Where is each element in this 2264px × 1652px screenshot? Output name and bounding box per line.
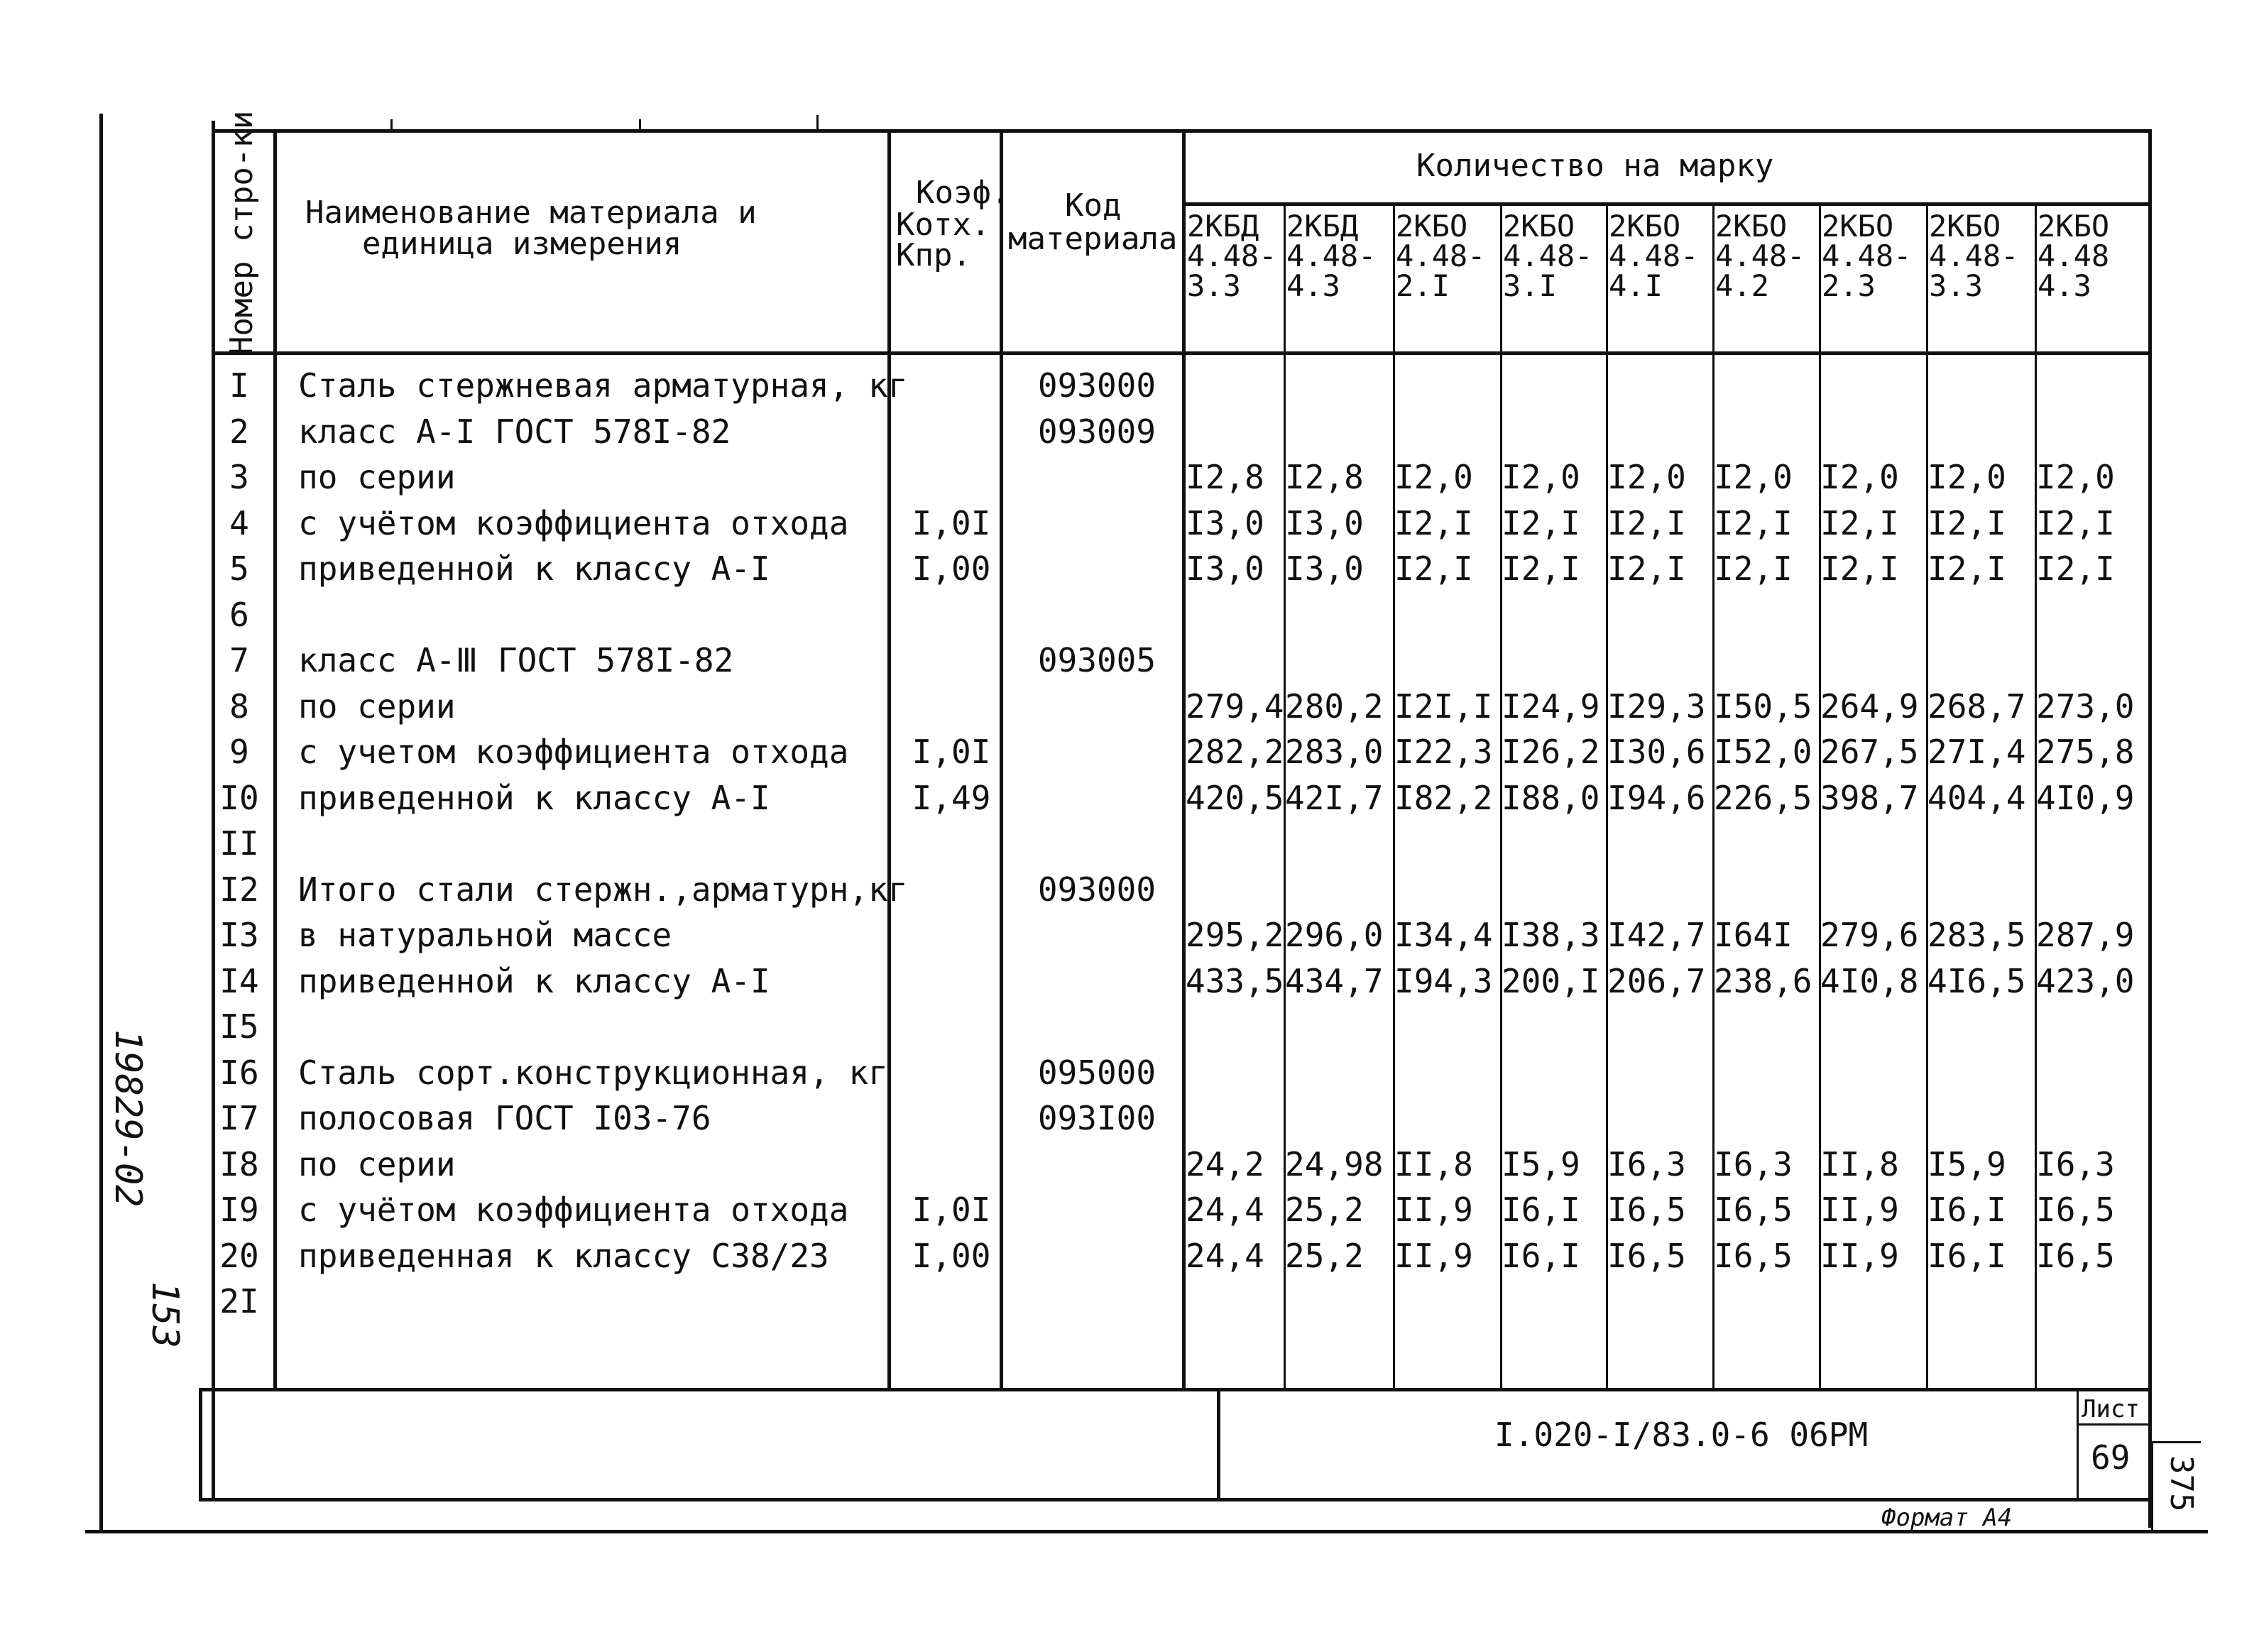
mark-header-line: 2КБО (2038, 209, 2110, 244)
row-number: I (229, 366, 249, 405)
material-name: Итого стали стержн.,арматурн,кг (298, 870, 908, 909)
row-number: I8 (219, 1144, 259, 1183)
material-name: приведенной к классу А-I (298, 778, 770, 817)
mark-header-line: 2КБО (1715, 209, 1788, 244)
inventory-number: 19829-02 (106, 1029, 149, 1208)
col-divider-name (887, 131, 891, 1388)
quantity-value: 434,7 (1285, 961, 1384, 1000)
title-block-bottom (200, 1498, 2149, 1501)
quantity-value: I38,3 (1502, 916, 1600, 954)
quantity-value: I82,2 (1394, 778, 1493, 817)
quantity-value: I2,8 (1186, 458, 1264, 496)
quantity-value: I2,I (1502, 503, 1580, 542)
quantity-value: I2,I (1927, 503, 2006, 542)
quantity-value: I2,0 (1502, 458, 1580, 496)
quantity-value: I94,3 (1394, 961, 1493, 1000)
quantity-value: I94,6 (1607, 778, 1706, 817)
row-number: 8 (229, 686, 249, 726)
quantity-value: I64I (1714, 916, 1793, 954)
quantity-value: 238,6 (1714, 961, 1812, 1000)
mark-header-line: 3.I (1503, 268, 1557, 303)
quantity-value: I3,0 (1186, 549, 1264, 588)
quantity-value: I30,6 (1607, 733, 1706, 771)
quantity-value: 24,4 (1186, 1191, 1264, 1229)
quantity-value: 279,4 (1186, 686, 1284, 726)
quantity-value: 24,2 (1186, 1144, 1264, 1183)
quantity-value: 268,7 (1927, 686, 2026, 726)
top-tick (390, 119, 393, 132)
quantity-value: I22,3 (1394, 733, 1493, 771)
material-code: 093000 (1037, 366, 1156, 405)
quantity-value: I2,I (1820, 503, 1899, 542)
document-code: I.020-I/83.0-6 06РМ (1494, 1416, 1869, 1454)
quantity-value: I2I,I (1394, 686, 1493, 726)
quantity-value: I6,5 (1714, 1191, 1793, 1229)
material-name: Сталь сорт.конструкционная, кг (298, 1053, 888, 1092)
quantity-value: I3,0 (1285, 549, 1364, 588)
quantity-value: I2,I (1607, 549, 1686, 588)
quantity-value: I52,0 (1714, 733, 1812, 771)
quantity-value: I2,0 (1927, 458, 2006, 496)
quantity-value: I29,3 (1607, 686, 1706, 726)
material-name: с учетом коэффициента отхода (298, 733, 849, 771)
mark-header-line: 4.48 (2038, 239, 2110, 273)
quantity-value: 226,5 (1714, 778, 1812, 817)
row-number: I7 (219, 1099, 259, 1137)
quantity-value: I88,0 (1502, 778, 1600, 817)
page-number: 375 (2163, 1455, 2199, 1512)
quantity-value: I2,I (1394, 503, 1473, 542)
mark-header-line: 4.3 (1286, 268, 1340, 303)
col-divider-rownum (273, 131, 277, 1388)
quantity-value: 42I,7 (1285, 778, 1384, 817)
coef-header-line2: Котх. (896, 207, 990, 243)
material-name: класс А-Ⅲ ГОСТ 578I-82 (298, 641, 734, 679)
sheet-number: 69 (2091, 1438, 2131, 1477)
coefficient: I,0I (912, 1191, 991, 1229)
top-tick (816, 115, 819, 131)
quantity-value: I6,I (1502, 1191, 1580, 1229)
quantity-value: I26,2 (1502, 733, 1600, 771)
quantity-value: I6,5 (1607, 1191, 1686, 1229)
mark-header-line: 3.3 (1929, 268, 1983, 303)
quantity-value: 25,2 (1285, 1191, 1364, 1229)
quantity-value: I6,I (1502, 1236, 1580, 1275)
row-number: 7 (229, 641, 249, 679)
quantity-value: I6,3 (1714, 1144, 1793, 1183)
coefficient: I,0I (912, 733, 991, 771)
row-number: 20 (219, 1236, 259, 1275)
mark-header-line: 4.48- (1286, 239, 1377, 273)
row-number: 9 (229, 733, 249, 771)
quantity-value: I6,5 (2036, 1191, 2115, 1229)
material-name: с учётом коэффициента отхода (298, 1191, 849, 1229)
row-number: 4 (229, 503, 249, 542)
quantity-value: I6,5 (1714, 1236, 1793, 1275)
quantity-value: I2,I (2036, 503, 2115, 542)
mark-header-line: 2.I (1396, 268, 1450, 303)
qty-header-divider (1182, 202, 2149, 206)
mark-header-line: 4.48- (1609, 239, 1699, 273)
coefficient: I,00 (912, 549, 991, 588)
quantity-value: I2,I (1502, 549, 1580, 588)
material-name: по серии (298, 1144, 456, 1183)
row-number: I3 (219, 916, 259, 954)
material-name: по серии (298, 686, 456, 726)
page-number-box-top (2151, 1441, 2201, 1443)
row-number: I9 (219, 1191, 259, 1229)
sheet-label: Лист (2082, 1395, 2140, 1423)
code-header-line1: Код (1065, 187, 1122, 224)
row-number: 2I (219, 1282, 259, 1320)
quantity-value: 287,9 (2036, 916, 2135, 954)
quantity-value: II,9 (1394, 1236, 1473, 1275)
quantity-value: 275,8 (2036, 733, 2135, 771)
quantity-value: I5,9 (1927, 1144, 2006, 1183)
material-name: по серии (298, 458, 456, 496)
quantity-value: I2,I (1820, 549, 1899, 588)
quantity-value: I2,0 (2036, 458, 2115, 496)
mark-header-line: 4.48- (1929, 239, 2019, 273)
format-label: Формат А4 (1881, 1504, 2013, 1532)
material-name: класс А-I ГОСТ 578I-82 (298, 412, 731, 451)
header-bottom-border (213, 351, 2149, 355)
quantity-value: 27I,4 (1927, 733, 2026, 771)
material-code: 093000 (1037, 870, 1156, 909)
quantity-value: 282,2 (1186, 733, 1284, 771)
quantity-value: 206,7 (1607, 961, 1706, 1000)
row-number: 6 (229, 595, 249, 634)
row-number: 5 (229, 549, 249, 588)
name-header-line1: Наименование материала и (305, 195, 757, 231)
mark-header-line: 4.48- (1503, 239, 1593, 273)
row-number: I0 (219, 778, 259, 817)
mark-header-line: 4.48- (1396, 239, 1486, 273)
quantity-value: 404,4 (1927, 778, 2026, 817)
quantity-value: I34,4 (1394, 916, 1493, 954)
material-code: 093005 (1037, 641, 1156, 679)
quantity-value: 283,0 (1285, 733, 1384, 771)
quantity-value: I5,9 (1502, 1144, 1580, 1183)
row-number: II (219, 824, 259, 863)
material-name: приведенной к классу А-I (298, 549, 770, 588)
qty-header: Количество на марку (1416, 148, 1774, 184)
quantity-value: I2,I (1927, 549, 2006, 588)
quantity-value: 264,9 (1820, 686, 1919, 726)
quantity-value: I2,I (2036, 549, 2115, 588)
quantity-value: I6,3 (2036, 1144, 2115, 1183)
quantity-value: II,9 (1820, 1191, 1899, 1229)
mark-header-line: 2КБО (1503, 209, 1575, 244)
quantity-value: I6,5 (2036, 1236, 2115, 1275)
quantity-value: II,8 (1820, 1144, 1899, 1183)
title-block-top (200, 1388, 2149, 1391)
quantity-value: I6,3 (1607, 1144, 1686, 1183)
coef-header-line3: Кпр. (896, 237, 971, 273)
mark-header-line: 4.48- (1187, 239, 1277, 273)
quantity-value: 273,0 (2036, 686, 2135, 726)
mark-header-line: 2КБО (1929, 209, 2001, 244)
material-name: в натуральной массе (298, 916, 672, 954)
code-header-line2: материала (1008, 221, 1178, 257)
quantity-value: I2,8 (1285, 458, 1364, 496)
row-number: I6 (219, 1053, 259, 1092)
quantity-value: I42,7 (1607, 916, 1706, 954)
quantity-value: I3,0 (1285, 503, 1364, 542)
mark-header-line: 3.3 (1187, 268, 1241, 303)
left-border-outer (99, 114, 103, 1530)
material-name: Сталь стержневая арматурная, кг (298, 366, 908, 405)
margin-number: 153 (143, 1281, 186, 1348)
mark-header-line: 4.I (1609, 268, 1663, 303)
mark-header-line: 4.2 (1715, 268, 1769, 303)
material-name: полосовая ГОСТ I03-76 (298, 1099, 711, 1137)
quantity-value: 420,5 (1186, 778, 1284, 817)
quantity-value: I2,I (1714, 503, 1793, 542)
quantity-value: 433,5 (1186, 961, 1284, 1000)
quantity-value: 4I6,5 (1927, 961, 2026, 1000)
quantity-value: I6,5 (1607, 1236, 1686, 1275)
quantity-value: 296,0 (1285, 916, 1384, 954)
quantity-value: I2,I (1714, 549, 1793, 588)
table-right-border (2148, 129, 2152, 1528)
quantity-value: II,9 (1394, 1191, 1473, 1229)
row-number: 2 (229, 412, 249, 451)
quantity-value: I2,I (1607, 503, 1686, 542)
quantity-value: I2,0 (1714, 458, 1793, 496)
row-number: I2 (219, 870, 259, 909)
mark-header-line: 2КБД (1286, 209, 1359, 244)
mark-header-line: 2.3 (1822, 268, 1876, 303)
coefficient: I,0I (912, 503, 991, 542)
material-name: приведенная к классу С38/23 (298, 1236, 829, 1275)
coef-header-line1: Коэф. (916, 175, 1010, 211)
quantity-value: I2,0 (1607, 458, 1686, 496)
row-number: I5 (219, 1007, 259, 1046)
page-number-box-left (2151, 1441, 2153, 1531)
top-tick (639, 119, 641, 132)
mark-header-line: 4.3 (2038, 268, 2091, 303)
mark-header-line: 2КБО (1396, 209, 1468, 244)
name-header-line2: единица измерения (362, 226, 682, 262)
mark-header-line: 4.48- (1822, 239, 1912, 273)
mark-header-line: 2КБО (1609, 209, 1681, 244)
material-code: 093I00 (1037, 1099, 1156, 1137)
quantity-value: II,9 (1820, 1236, 1899, 1275)
row-number: 3 (229, 458, 249, 496)
quantity-value: 4I0,8 (1820, 961, 1919, 1000)
material-code: 093009 (1037, 412, 1156, 451)
quantity-value: I50,5 (1714, 686, 1812, 726)
quantity-value: I2,0 (1394, 458, 1473, 496)
quantity-value: 267,5 (1820, 733, 1919, 771)
quantity-value: 423,0 (2036, 961, 2135, 1000)
material-code: 095000 (1037, 1053, 1156, 1092)
coefficient: I,49 (912, 778, 991, 817)
rownum-header: Номер стро-ки (224, 110, 260, 355)
title-block-left (199, 1388, 202, 1501)
quantity-value: I2,I (1394, 549, 1473, 588)
mark-header-line: 2КБО (1822, 209, 1894, 244)
quantity-value: I24,9 (1502, 686, 1600, 726)
quantity-value: I2,0 (1820, 458, 1899, 496)
mark-header-line: 2КБД (1187, 209, 1259, 244)
quantity-value: I6,I (1927, 1191, 2006, 1229)
coefficient: I,00 (912, 1236, 991, 1275)
quantity-value: 4I0,9 (2036, 778, 2135, 817)
quantity-value: I3,0 (1186, 503, 1264, 542)
quantity-value: 25,2 (1285, 1236, 1364, 1275)
quantity-value: II,8 (1394, 1144, 1473, 1183)
quantity-value: 398,7 (1820, 778, 1919, 817)
quantity-value: I6,I (1927, 1236, 2006, 1275)
quantity-value: 200,I (1502, 961, 1600, 1000)
quantity-value: 295,2 (1186, 916, 1284, 954)
title-block-divider (1217, 1388, 1220, 1500)
sheet-box-left (2077, 1390, 2079, 1500)
quantity-value: 279,6 (1820, 916, 1919, 954)
quantity-value: 24,98 (1285, 1144, 1384, 1183)
row-number: I4 (219, 961, 259, 1000)
quantity-value: 24,4 (1186, 1236, 1264, 1275)
mark-header-line: 4.48- (1715, 239, 1805, 273)
material-name: с учётом коэффициента отхода (298, 503, 849, 542)
quantity-value: 280,2 (1285, 686, 1384, 726)
quantity-value: 283,5 (1927, 916, 2026, 954)
material-name: приведенной к классу А-I (298, 961, 770, 1000)
